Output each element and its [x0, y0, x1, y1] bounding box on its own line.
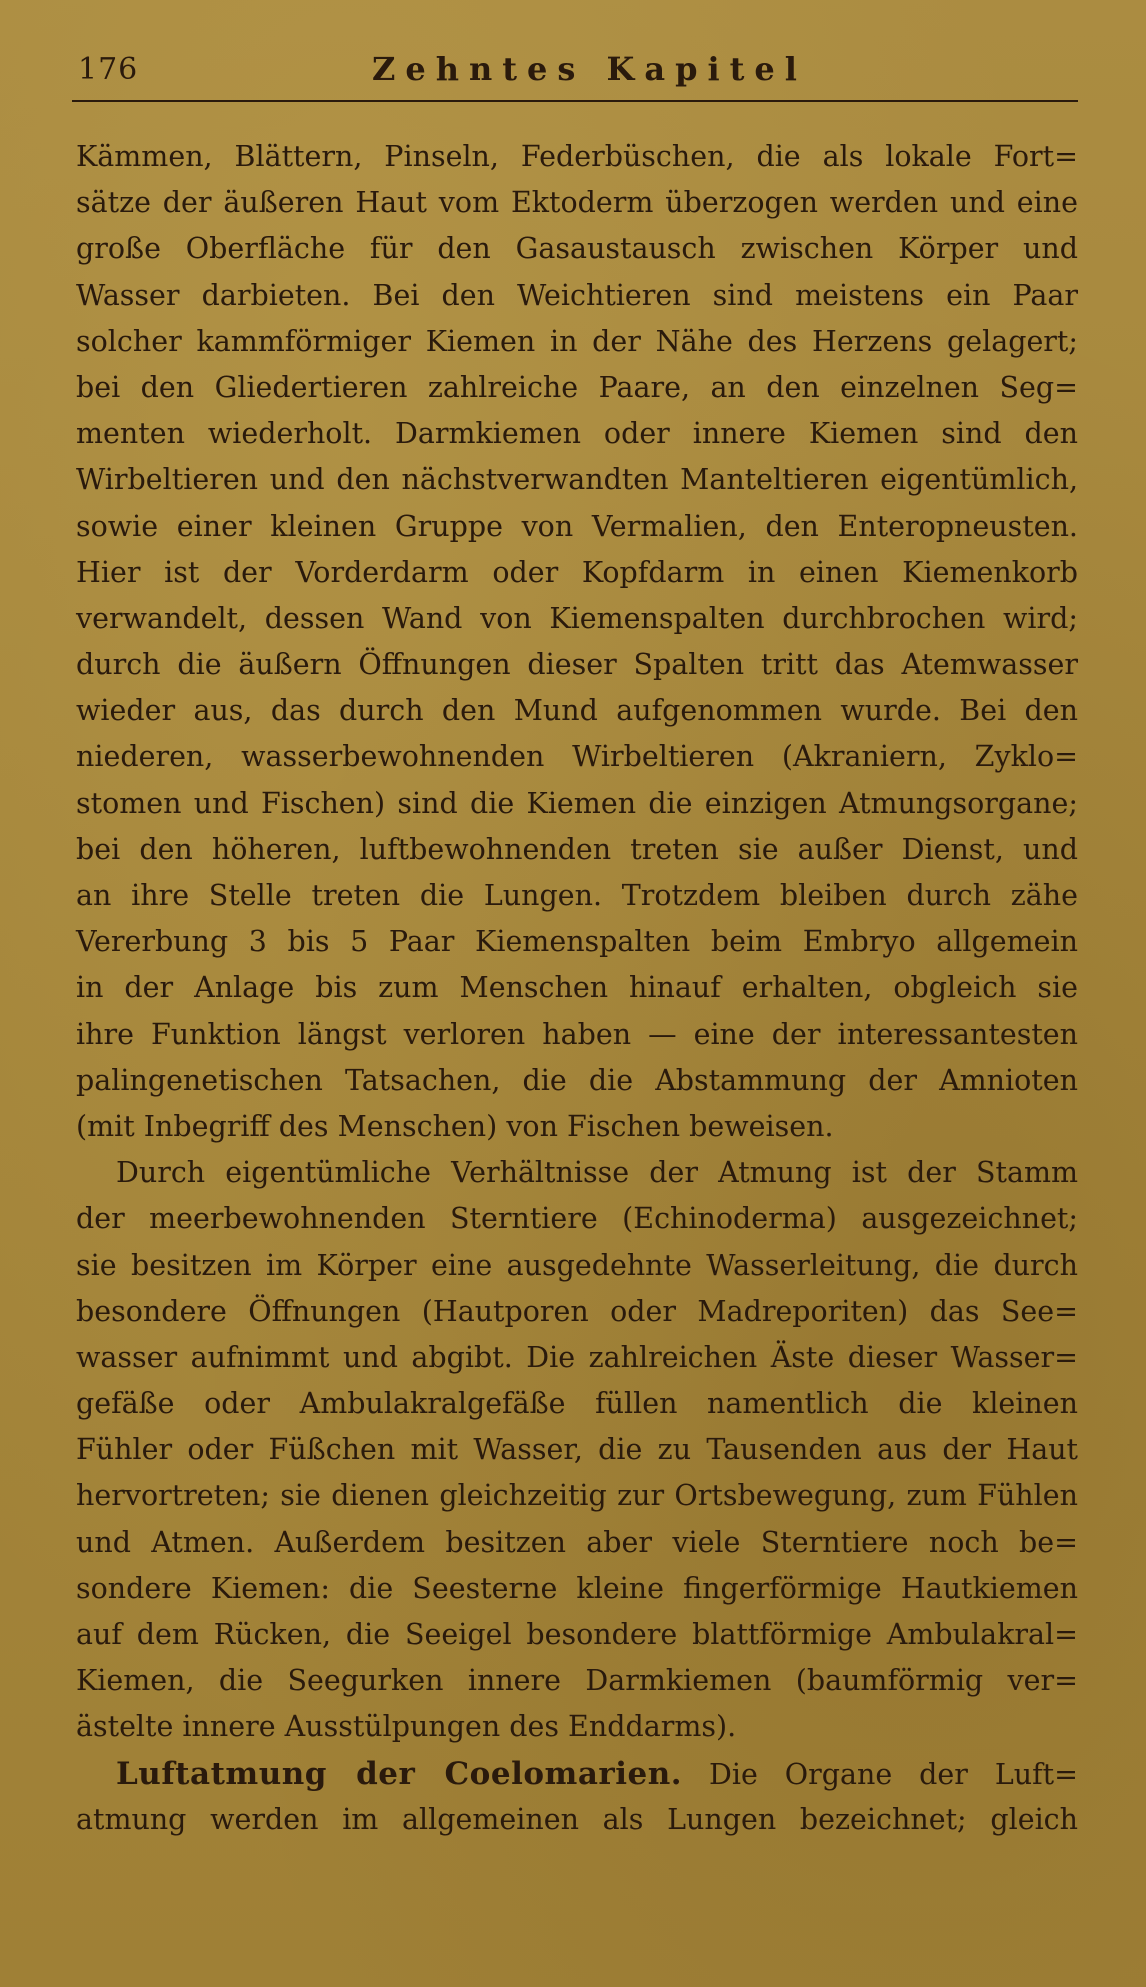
text-line: sätze der äußeren Haut vom Ektoderm überzogen werden und eine [76, 186, 1078, 220]
text-line: große Oberfläche für den Gasaustausch zwischen Körper und [76, 232, 1078, 266]
paragraph [76, 1751, 1078, 1843]
text-line: Hier ist der Vorderdarm oder Kopfdarm in einen Kiemenkorb [76, 555, 1078, 589]
text-line: und Atmen. Außerdem besitzen aber viele Sterntiere noch be= [76, 1525, 1078, 1559]
text-line: Durch eigentümliche Verhältnisse der Atmung ist der Stamm [116, 1156, 1078, 1190]
text-line: sowie einer kleinen Gruppe von Vermalien, den Enteropneusten. [76, 509, 1078, 543]
text-line: bei den höheren, luftbewohnenden treten sie außer Dienst, und [76, 832, 1078, 866]
running-head [72, 48, 1078, 102]
text-line: Vererbung 3 bis 5 Paar Kiemenspalten beim Embryo allgemein [76, 925, 1078, 959]
text-line: der meerbewohnenden Sterntiere (Echinoderma) ausgezeichnet; [76, 1202, 1078, 1236]
body-text [76, 134, 1078, 1843]
text-line: wieder aus, das durch den Mund aufgenommen wurde. Bei den [76, 694, 1078, 728]
text-line: palingenetischen Tatsachen, die die Abstammung der Amnioten [76, 1063, 1078, 1097]
text-line: (mit Inbegriff des Menschen) von Fischen beweisen. [76, 1109, 834, 1143]
page-number: 176 [78, 52, 139, 87]
text-line: durch die äußern Öffnungen dieser Spalten tritt das Atemwasser [76, 648, 1078, 682]
text-line: Kiemen, die Seegurken innere Darmkiemen (baumförmig ver= [76, 1664, 1078, 1698]
text-line: Fühler oder Füßchen mit Wasser, die zu Tausenden aus der Haut [76, 1433, 1078, 1467]
paragraph [76, 134, 1078, 1150]
text-line: bei den Gliedertieren zahlreiche Paare, an den einzelnen Seg= [76, 370, 1078, 404]
text-line: in der Anlage bis zum Menschen hinauf erhalten, obgleich sie [76, 971, 1078, 1005]
section-heading: Luftatmung der Coelomarien. [116, 1755, 683, 1792]
heading-line-text: Die Organe der Luft= [709, 1757, 1078, 1791]
text-line: hervortreten; sie dienen gleichzeitig zur Ortsbewegung, zum Fühlen [76, 1479, 1078, 1513]
text-line: sie besitzen im Körper eine ausgedehnte Wasserleitung, die durch [76, 1248, 1078, 1282]
text-line: an ihre Stelle treten die Lungen. Trotzdem bleiben durch zähe [76, 879, 1078, 912]
text-line: stomen und Fischen) sind die Kiemen die einzigen Atmungsorgane; [76, 786, 1078, 820]
text-line: solcher kammförmiger Kiemen in der Nähe des Herzens gelagert; [76, 324, 1078, 358]
text-line: besondere Öffnungen (Hautporen oder Madreporiten) das See= [76, 1294, 1078, 1328]
text-line: Kämmen, Blättern, Pinseln, Federbüschen, die als lokale Fort= [76, 140, 1078, 173]
text-line: menten wiederholt. Darmkiemen oder innere Kiemen sind den [76, 417, 1078, 451]
text-line: ästelte innere Ausstülpungen des Enddarms). [76, 1710, 737, 1744]
text-line: niederen, wasserbewohnenden Wirbeltieren (Akraniern, Zyklo= [76, 740, 1078, 774]
text-line: sondere Kiemen: die Seesterne kleine fingerförmige Hautkiemen [76, 1571, 1078, 1605]
text-line: Wasser darbieten. Bei den Weichtieren sind meistens ein Paar [76, 278, 1078, 312]
text-line: verwandelt, dessen Wand von Kiemenspalten durchbrochen wird; [76, 601, 1078, 635]
paragraph [76, 1150, 1078, 1750]
text-line [76, 1751, 1078, 1797]
text-line: wasser aufnimmt und abgibt. Die zahlreichen Äste dieser Wasser= [76, 1340, 1078, 1374]
text-line: atmung werden im allgemeinen als Lungen bezeichnet; gleich [76, 1802, 1078, 1836]
text-line: ihre Funktion längst verloren haben — eine der interessantesten [76, 1017, 1078, 1051]
text-line: Wirbeltieren und den nächstverwandten Manteltieren eigentümlich, [76, 463, 1078, 497]
text-line: auf dem Rücken, die Seeigel besondere blattförmige Ambulakral= [76, 1618, 1078, 1651]
text-line: gefäße oder Ambulakralgefäße füllen namentlich die kleinen [76, 1387, 1078, 1421]
chapter-title: Zehntes Kapitel [372, 50, 807, 88]
